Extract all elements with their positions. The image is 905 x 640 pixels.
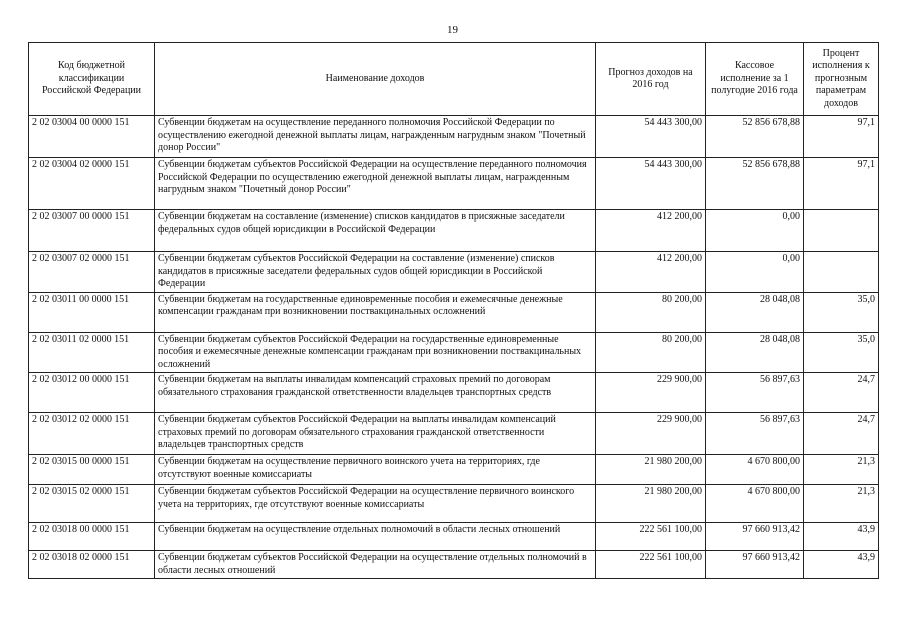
table-row bbox=[29, 455, 879, 485]
budget-code: 2 02 03007 00 0000 151 bbox=[29, 210, 155, 252]
percent-value: 43,9 bbox=[804, 523, 879, 551]
header-name: Наименование доходов bbox=[155, 43, 596, 116]
table-row bbox=[29, 551, 879, 579]
forecast-value: 222 561 100,00 bbox=[596, 523, 706, 551]
budget-code: 2 02 03018 00 0000 151 bbox=[29, 523, 155, 551]
revenue-name: Субвенции бюджетам на составление (изменение) списков кандидатов в присяжные заседатели федеральных судов общей юрисдикции в Российской Федерации bbox=[155, 210, 596, 252]
execution-value: 52 856 678,88 bbox=[706, 158, 804, 210]
execution-value: 52 856 678,88 bbox=[706, 116, 804, 158]
execution-value: 4 670 800,00 bbox=[706, 455, 804, 485]
forecast-value: 412 200,00 bbox=[596, 210, 706, 252]
table-row bbox=[29, 116, 879, 158]
table-row bbox=[29, 485, 879, 523]
execution-value: 28 048,08 bbox=[706, 332, 804, 373]
percent-value: 21,3 bbox=[804, 485, 879, 523]
budget-code: 2 02 03007 02 0000 151 bbox=[29, 252, 155, 293]
revenue-name: Субвенции бюджетам на осуществление первичного воинского учета на территориях, где отсутствуют военные комиссариаты bbox=[155, 455, 596, 485]
execution-value: 97 660 913,42 bbox=[706, 551, 804, 579]
table-row bbox=[29, 210, 879, 252]
budget-code: 2 02 03012 00 0000 151 bbox=[29, 373, 155, 413]
revenue-name: Субвенции бюджетам субъектов Российской Федерации на государственные единовременные пособия и ежемесячные денежные компенсации гражданам при возникновении поствакцинальных осложнений bbox=[155, 332, 596, 373]
forecast-value: 21 980 200,00 bbox=[596, 485, 706, 523]
header-percent: Процент исполнения к прогнозным параметрам доходов bbox=[804, 43, 879, 116]
header-execution: Кассовое исполнение за 1 полугодие 2016 года bbox=[706, 43, 804, 116]
revenue-name: Субвенции бюджетам на осуществление переданного полномочия Российской Федерации по осуществлению ежегодной денежной выплаты лицам, награжденным нагрудным знаком "Почетный донор России" bbox=[155, 116, 596, 158]
budget-code: 2 02 03004 02 0000 151 bbox=[29, 158, 155, 210]
forecast-value: 80 200,00 bbox=[596, 292, 706, 332]
execution-value: 0,00 bbox=[706, 210, 804, 252]
header-forecast: Прогноз доходов на 2016 год bbox=[596, 43, 706, 116]
budget-code: 2 02 03004 00 0000 151 bbox=[29, 116, 155, 158]
execution-value: 28 048,08 bbox=[706, 292, 804, 332]
revenue-table bbox=[28, 42, 879, 579]
execution-value: 56 897,63 bbox=[706, 373, 804, 413]
percent-value: 35,0 bbox=[804, 292, 879, 332]
budget-code: 2 02 03015 02 0000 151 bbox=[29, 485, 155, 523]
table-header-row bbox=[29, 43, 879, 116]
forecast-value: 229 900,00 bbox=[596, 413, 706, 455]
percent-value: 97,1 bbox=[804, 158, 879, 210]
forecast-value: 80 200,00 bbox=[596, 332, 706, 373]
table-row bbox=[29, 158, 879, 210]
budget-code: 2 02 03018 02 0000 151 bbox=[29, 551, 155, 579]
forecast-value: 229 900,00 bbox=[596, 373, 706, 413]
revenue-name: Субвенции бюджетам субъектов Российской Федерации на составление (изменение) списков кандидатов в присяжные заседатели федеральных судов общей юрисдикции в Российской Федерации bbox=[155, 252, 596, 293]
execution-value: 56 897,63 bbox=[706, 413, 804, 455]
budget-code: 2 02 03011 02 0000 151 bbox=[29, 332, 155, 373]
revenue-name: Субвенции бюджетам субъектов Российской Федерации на выплаты инвалидам компенсаций страховых премий по договорам обязательного страхования гражданской ответственности владельцев транспортных средств bbox=[155, 413, 596, 455]
forecast-value: 412 200,00 bbox=[596, 252, 706, 293]
budget-code: 2 02 03011 00 0000 151 bbox=[29, 292, 155, 332]
table-row bbox=[29, 292, 879, 332]
percent-value: 35,0 bbox=[804, 332, 879, 373]
execution-value: 0,00 bbox=[706, 252, 804, 293]
revenue-name: Субвенции бюджетам на государственные единовременные пособия и ежемесячные денежные компенсации гражданам при возникновении поствакцинальных осложнений bbox=[155, 292, 596, 332]
percent-value bbox=[804, 252, 879, 293]
percent-value: 21,3 bbox=[804, 455, 879, 485]
budget-code: 2 02 03015 00 0000 151 bbox=[29, 455, 155, 485]
table-row bbox=[29, 252, 879, 293]
table-row bbox=[29, 413, 879, 455]
page-number: 19 bbox=[447, 24, 458, 36]
forecast-value: 54 443 300,00 bbox=[596, 116, 706, 158]
revenue-name: Субвенции бюджетам субъектов Российской Федерации на осуществление отдельных полномочий в области лесных отношений bbox=[155, 551, 596, 579]
percent-value bbox=[804, 210, 879, 252]
percent-value: 43,9 bbox=[804, 551, 879, 579]
table-row bbox=[29, 373, 879, 413]
percent-value: 24,7 bbox=[804, 373, 879, 413]
execution-value: 4 670 800,00 bbox=[706, 485, 804, 523]
forecast-value: 54 443 300,00 bbox=[596, 158, 706, 210]
revenue-name: Субвенции бюджетам на осуществление отдельных полномочий в области лесных отношений bbox=[155, 523, 596, 551]
forecast-value: 222 561 100,00 bbox=[596, 551, 706, 579]
forecast-value: 21 980 200,00 bbox=[596, 455, 706, 485]
revenue-name: Субвенции бюджетам субъектов Российской Федерации на осуществление первичного воинского учета на территориях, где отсутствуют военные комиссариаты bbox=[155, 485, 596, 523]
table-row bbox=[29, 332, 879, 373]
revenue-name: Субвенции бюджетам на выплаты инвалидам компенсаций страховых премий по договорам обязательного страхования гражданской ответственности владельцев транспортных средств bbox=[155, 373, 596, 413]
table-row bbox=[29, 523, 879, 551]
execution-value: 97 660 913,42 bbox=[706, 523, 804, 551]
header-code: Код бюджетной классификации Российской Федерации bbox=[29, 43, 155, 116]
percent-value: 24,7 bbox=[804, 413, 879, 455]
revenue-name: Субвенции бюджетам субъектов Российской Федерации на осуществление переданного полномочия Российской Федерации по осуществлению ежегодной денежной выплаты лицам, награжденным нагрудным знаком "Почетный донор России" bbox=[155, 158, 596, 210]
percent-value: 97,1 bbox=[804, 116, 879, 158]
budget-code: 2 02 03012 02 0000 151 bbox=[29, 413, 155, 455]
